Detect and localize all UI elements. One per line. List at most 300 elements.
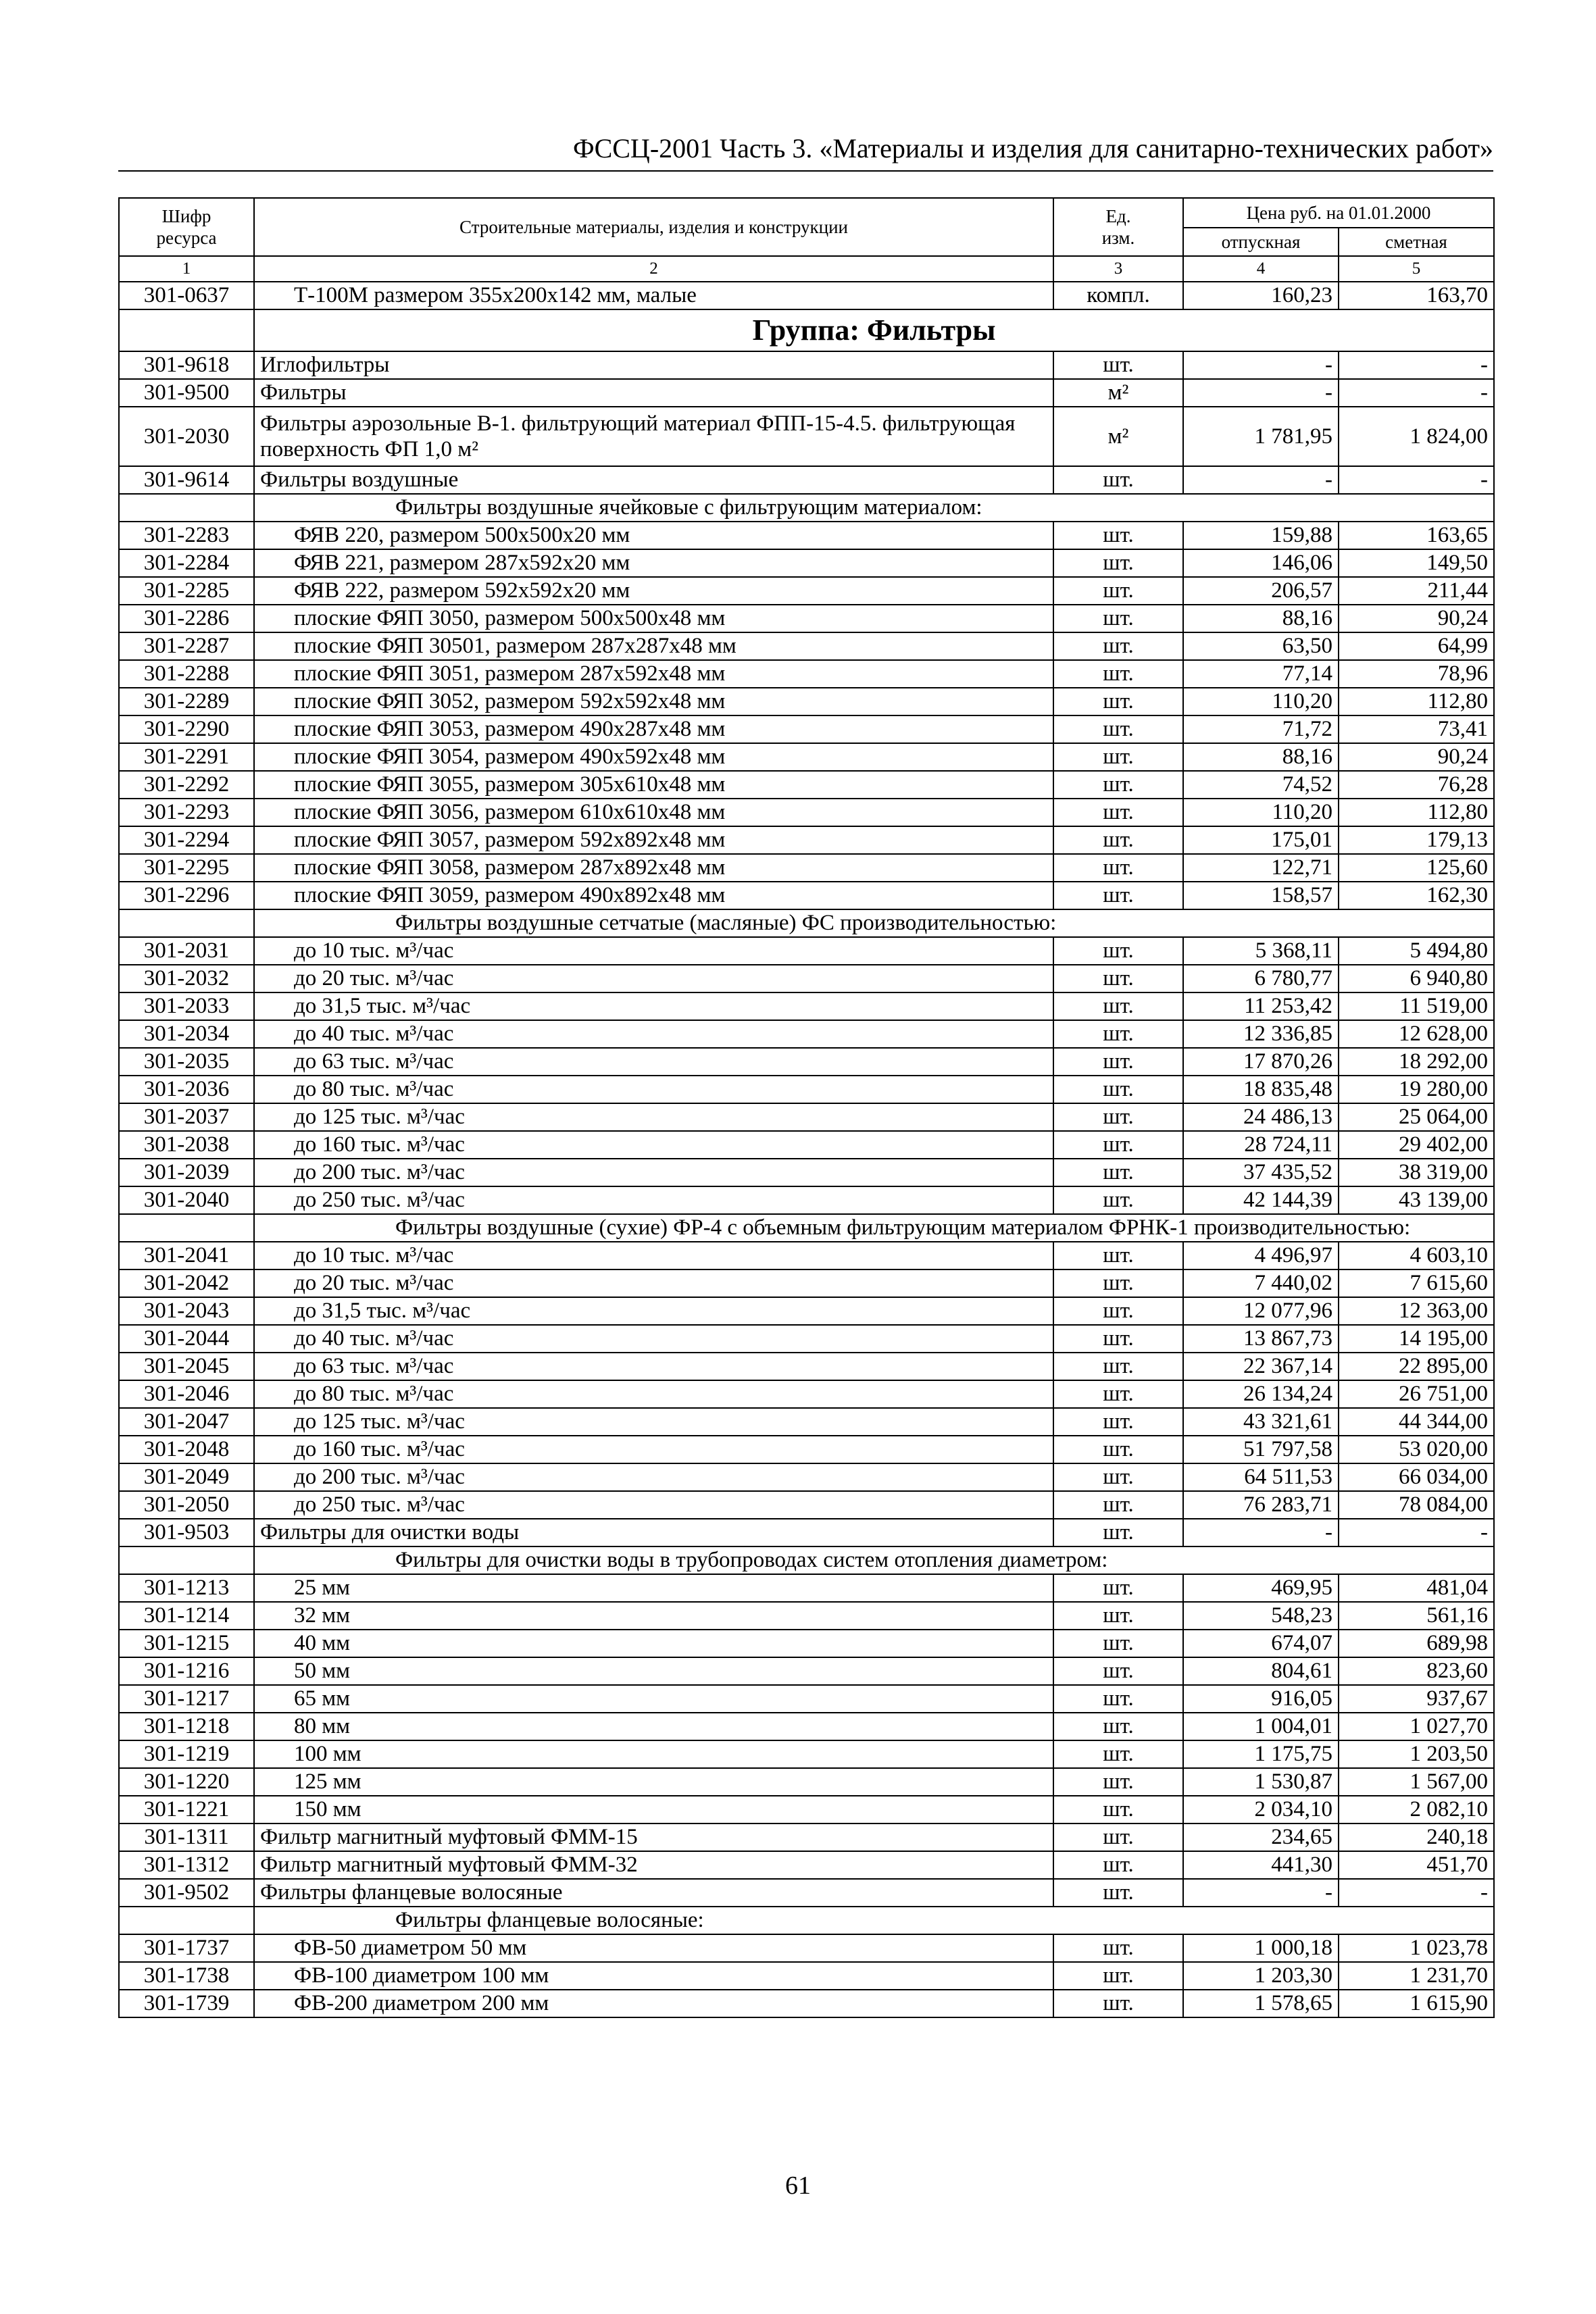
estimate-price-cell: 211,44: [1339, 577, 1494, 605]
unit-cell: шт.: [1053, 632, 1183, 660]
resource-code-cell: 301-2283: [119, 522, 254, 549]
resource-code-cell: 301-2043: [119, 1297, 254, 1325]
unit-cell: шт.: [1053, 1685, 1183, 1713]
column-header-estimate-price: сметная: [1339, 228, 1494, 256]
release-price-cell: 146,06: [1183, 549, 1339, 577]
estimate-price-cell: 78 084,00: [1339, 1491, 1494, 1519]
item-name-cell: 25 мм: [254, 1574, 1053, 1602]
release-price-cell: 1 781,95: [1183, 407, 1339, 466]
release-price-cell: -: [1183, 379, 1339, 407]
estimate-price-cell: -: [1339, 379, 1494, 407]
estimate-price-cell: -: [1339, 1879, 1494, 1907]
table-row: [119, 1325, 1494, 1353]
group-heading-row: [119, 309, 1494, 351]
item-name-cell: до 10 тыс. м³/час: [254, 1242, 1053, 1269]
resource-code-cell: 301-1216: [119, 1657, 254, 1685]
unit-cell: шт.: [1053, 799, 1183, 826]
table-row: [119, 1076, 1494, 1103]
table-row: [119, 1602, 1494, 1630]
release-price-cell: 22 367,14: [1183, 1353, 1339, 1380]
item-name-cell: 150 мм: [254, 1796, 1053, 1823]
unit-cell: шт.: [1053, 1242, 1183, 1269]
item-name-cell: плоские ФЯП 3055, размером 305х610х48 мм: [254, 771, 1053, 799]
table-row: [119, 522, 1494, 549]
resource-code-cell: 301-2047: [119, 1408, 254, 1436]
unit-cell: шт.: [1053, 1768, 1183, 1796]
release-price-cell: 6 780,77: [1183, 965, 1339, 992]
unit-cell: шт.: [1053, 1602, 1183, 1630]
resource-code-cell: 301-1219: [119, 1740, 254, 1768]
section-heading: Фильтры воздушные (сухие) ФР-4 с объемным фильтрующим материалом ФРНК-1 производительностью:: [254, 1214, 1494, 1242]
table-row: [119, 1823, 1494, 1851]
resource-code-cell: 301-2039: [119, 1159, 254, 1186]
resource-code-cell: 301-2296: [119, 882, 254, 909]
estimate-price-cell: 163,65: [1339, 522, 1494, 549]
item-name-cell: Фильтры для очистки воды: [254, 1519, 1053, 1546]
table-row: [119, 1879, 1494, 1907]
table-row: [119, 799, 1494, 826]
release-price-cell: -: [1183, 1879, 1339, 1907]
item-name-cell: до 160 тыс. м³/час: [254, 1131, 1053, 1159]
item-name-cell: плоские ФЯП 3059, размером 490х892х48 мм: [254, 882, 1053, 909]
release-price-cell: 206,57: [1183, 577, 1339, 605]
resource-code-cell: 301-2035: [119, 1048, 254, 1076]
release-price-cell: 24 486,13: [1183, 1103, 1339, 1131]
unit-cell: шт.: [1053, 1962, 1183, 1990]
table-row: [119, 1131, 1494, 1159]
unit-cell: шт.: [1053, 1048, 1183, 1076]
column-number: 3: [1053, 256, 1183, 282]
item-name-cell: до 20 тыс. м³/час: [254, 965, 1053, 992]
estimate-price-cell: 90,24: [1339, 743, 1494, 771]
unit-cell: шт.: [1053, 1436, 1183, 1463]
unit-cell: шт.: [1053, 1934, 1183, 1962]
table-row: [119, 1353, 1494, 1380]
section-heading-row: [119, 1214, 1494, 1242]
estimate-price-cell: 1 567,00: [1339, 1768, 1494, 1796]
table-row: [119, 882, 1494, 909]
release-price-cell: 674,07: [1183, 1630, 1339, 1657]
estimate-price-cell: 38 319,00: [1339, 1159, 1494, 1186]
table-row: [119, 660, 1494, 688]
unit-cell: шт.: [1053, 882, 1183, 909]
column-header-unit: [1053, 198, 1183, 256]
unit-cell: шт.: [1053, 1408, 1183, 1436]
item-name-cell: Фильтр магнитный муфтовый ФММ-15: [254, 1823, 1053, 1851]
column-header-code-line1: Шифр: [161, 206, 211, 226]
estimate-price-cell: 561,16: [1339, 1602, 1494, 1630]
section-heading: Фильтры фланцевые волосяные:: [254, 1907, 1494, 1934]
unit-cell: шт.: [1053, 1823, 1183, 1851]
table-row: [119, 1242, 1494, 1269]
item-name-cell: Фильтры аэрозольные В-1. фильтрующий материал ФПП-15-4.5. фильтрующая поверхность ФП 1,0 м²: [254, 407, 1053, 466]
resource-code-cell: 301-1213: [119, 1574, 254, 1602]
table-row: [119, 854, 1494, 882]
item-name-cell: до 80 тыс. м³/час: [254, 1380, 1053, 1408]
unit-cell: шт.: [1053, 522, 1183, 549]
table-row: [119, 1519, 1494, 1546]
table-row: [119, 1463, 1494, 1491]
estimate-price-cell: 26 751,00: [1339, 1380, 1494, 1408]
item-name-cell: до 31,5 тыс. м³/час: [254, 992, 1053, 1020]
estimate-price-cell: -: [1339, 466, 1494, 494]
release-price-cell: 64 511,53: [1183, 1463, 1339, 1491]
table-body: [119, 282, 1494, 2017]
release-price-cell: 110,20: [1183, 799, 1339, 826]
empty-code-cell: [119, 1546, 254, 1574]
resource-code-cell: 301-1311: [119, 1823, 254, 1851]
table-row: [119, 1491, 1494, 1519]
item-name-cell: до 125 тыс. м³/час: [254, 1103, 1053, 1131]
page-number: 61: [785, 2171, 811, 2200]
estimate-price-cell: 1 824,00: [1339, 407, 1494, 466]
estimate-price-cell: 14 195,00: [1339, 1325, 1494, 1353]
unit-cell: шт.: [1053, 1713, 1183, 1740]
item-name-cell: ФЯВ 222, размером 592х592х20 мм: [254, 577, 1053, 605]
release-price-cell: 1 203,30: [1183, 1962, 1339, 1990]
item-name-cell: плоские ФЯП 3056, размером 610х610х48 мм: [254, 799, 1053, 826]
estimate-price-cell: 12 628,00: [1339, 1020, 1494, 1048]
resource-code-cell: 301-1738: [119, 1962, 254, 1990]
resource-code-cell: 301-1220: [119, 1768, 254, 1796]
resource-code-cell: 301-2048: [119, 1436, 254, 1463]
unit-cell: шт.: [1053, 1491, 1183, 1519]
resource-code-cell: 301-2040: [119, 1186, 254, 1214]
table-row: [119, 1934, 1494, 1962]
resource-code-cell: 301-2295: [119, 854, 254, 882]
item-name-cell: ФЯВ 220, размером 500х500х20 мм: [254, 522, 1053, 549]
table-row: [119, 1020, 1494, 1048]
resource-code-cell: 301-1739: [119, 1990, 254, 2017]
table-row: [119, 1408, 1494, 1436]
unit-cell: шт.: [1053, 715, 1183, 743]
estimate-price-cell: 18 292,00: [1339, 1048, 1494, 1076]
release-price-cell: 175,01: [1183, 826, 1339, 854]
item-name-cell: плоские ФЯП 3054, размером 490х592х48 мм: [254, 743, 1053, 771]
estimate-price-cell: 25 064,00: [1339, 1103, 1494, 1131]
item-name-cell: до 31,5 тыс. м³/час: [254, 1297, 1053, 1325]
item-name-cell: до 63 тыс. м³/час: [254, 1353, 1053, 1380]
empty-code-cell: [119, 1214, 254, 1242]
table-row: [119, 1186, 1494, 1214]
table-row: [119, 1962, 1494, 1990]
release-price-cell: 1 175,75: [1183, 1740, 1339, 1768]
table-row: [119, 577, 1494, 605]
column-header-release-price: отпускная: [1183, 228, 1339, 256]
table-row: [119, 1103, 1494, 1131]
unit-cell: шт.: [1053, 965, 1183, 992]
table-row: [119, 632, 1494, 660]
release-price-cell: 4 496,97: [1183, 1242, 1339, 1269]
unit-cell: шт.: [1053, 1879, 1183, 1907]
resource-code-cell: 301-2290: [119, 715, 254, 743]
empty-code-cell: [119, 309, 254, 351]
estimate-price-cell: 12 363,00: [1339, 1297, 1494, 1325]
unit-cell: шт.: [1053, 1463, 1183, 1491]
table-row: [119, 715, 1494, 743]
item-name-cell: 65 мм: [254, 1685, 1053, 1713]
item-name-cell: Фильтры воздушные: [254, 466, 1053, 494]
section-heading-row: [119, 1907, 1494, 1934]
release-price-cell: 548,23: [1183, 1602, 1339, 1630]
resource-code-cell: 301-2033: [119, 992, 254, 1020]
unit-cell: шт.: [1053, 1076, 1183, 1103]
item-name-cell: до 63 тыс. м³/час: [254, 1048, 1053, 1076]
estimate-price-cell: 7 615,60: [1339, 1269, 1494, 1297]
table-row: [119, 771, 1494, 799]
estimate-price-cell: 112,80: [1339, 799, 1494, 826]
item-name-cell: Иглофильтры: [254, 351, 1053, 379]
estimate-price-cell: 4 603,10: [1339, 1242, 1494, 1269]
estimate-price-cell: 73,41: [1339, 715, 1494, 743]
table-row: [119, 1380, 1494, 1408]
unit-cell: шт.: [1053, 577, 1183, 605]
table-row: [119, 1990, 1494, 2017]
unit-cell: шт.: [1053, 743, 1183, 771]
release-price-cell: 804,61: [1183, 1657, 1339, 1685]
release-price-cell: 43 321,61: [1183, 1408, 1339, 1436]
estimate-price-cell: 481,04: [1339, 1574, 1494, 1602]
item-name-cell: до 250 тыс. м³/час: [254, 1491, 1053, 1519]
table-row: [119, 1297, 1494, 1325]
item-name-cell: плоские ФЯП 3052, размером 592х592х48 мм: [254, 688, 1053, 715]
item-name-cell: плоские ФЯП 3058, размером 287х892х48 мм: [254, 854, 1053, 882]
resource-code-cell: 301-1218: [119, 1713, 254, 1740]
release-price-cell: 159,88: [1183, 522, 1339, 549]
estimate-price-cell: 22 895,00: [1339, 1353, 1494, 1380]
item-name-cell: плоские ФЯП 3050, размером 500х500х48 мм: [254, 605, 1053, 632]
release-price-cell: 441,30: [1183, 1851, 1339, 1879]
column-header-name: Строительные материалы, изделия и конструкции: [254, 198, 1053, 256]
resource-code-cell: 301-9503: [119, 1519, 254, 1546]
document-header: ФССЦ-2001 Часть 3. «Материалы и изделия для санитарно-технических работ»: [572, 133, 1493, 164]
estimate-price-cell: 90,24: [1339, 605, 1494, 632]
resource-code-cell: 301-2050: [119, 1491, 254, 1519]
item-name-cell: до 200 тыс. м³/час: [254, 1159, 1053, 1186]
unit-cell: шт.: [1053, 1297, 1183, 1325]
column-header-code-line2: ресурса: [156, 228, 217, 248]
item-name-cell: Фильтры: [254, 379, 1053, 407]
unit-cell: шт.: [1053, 1269, 1183, 1297]
table-row: [119, 1740, 1494, 1768]
resource-code-cell: 301-9500: [119, 379, 254, 407]
release-price-cell: 26 134,24: [1183, 1380, 1339, 1408]
estimate-price-cell: 1 027,70: [1339, 1713, 1494, 1740]
column-header-code: [119, 198, 254, 256]
estimate-price-cell: 937,67: [1339, 1685, 1494, 1713]
estimate-price-cell: 689,98: [1339, 1630, 1494, 1657]
item-name-cell: Фильтры фланцевые волосяные: [254, 1879, 1053, 1907]
item-name-cell: до 250 тыс. м³/час: [254, 1186, 1053, 1214]
section-heading-row: [119, 494, 1494, 522]
column-number: 5: [1339, 256, 1494, 282]
column-header-price-group: Цена руб. на 01.01.2000: [1183, 198, 1494, 228]
estimate-price-cell: 44 344,00: [1339, 1408, 1494, 1436]
resource-code-cell: 301-2037: [119, 1103, 254, 1131]
column-number: 1: [119, 256, 254, 282]
resource-code-cell: 301-2285: [119, 577, 254, 605]
unit-cell: шт.: [1053, 1990, 1183, 2017]
unit-cell: шт.: [1053, 771, 1183, 799]
section-heading: Фильтры воздушные ячейковые с фильтрующим материалом:: [254, 494, 1494, 522]
estimate-price-cell: 2 082,10: [1339, 1796, 1494, 1823]
resource-code-cell: 301-2030: [119, 407, 254, 466]
table-row: [119, 1657, 1494, 1685]
release-price-cell: 88,16: [1183, 605, 1339, 632]
table-row: [119, 1768, 1494, 1796]
column-number: 4: [1183, 256, 1339, 282]
empty-code-cell: [119, 1907, 254, 1934]
release-price-cell: -: [1183, 351, 1339, 379]
resource-code-cell: 301-1215: [119, 1630, 254, 1657]
release-price-cell: 13 867,73: [1183, 1325, 1339, 1353]
empty-code-cell: [119, 909, 254, 937]
table-row: [119, 1851, 1494, 1879]
item-name-cell: 100 мм: [254, 1740, 1053, 1768]
section-heading-row: [119, 1546, 1494, 1574]
table-row: [119, 688, 1494, 715]
item-name-cell: плоские ФЯП 3053, размером 490х287х48 мм: [254, 715, 1053, 743]
release-price-cell: 17 870,26: [1183, 1048, 1339, 1076]
table-row: [119, 826, 1494, 854]
table-row: [119, 549, 1494, 577]
estimate-price-cell: 1 615,90: [1339, 1990, 1494, 2017]
table-row: [119, 743, 1494, 771]
release-price-cell: 160,23: [1183, 282, 1339, 309]
header-rule: [118, 170, 1493, 172]
table-row: [119, 282, 1494, 309]
item-name-cell: плоские ФЯП 30501, размером 287х287х48 мм: [254, 632, 1053, 660]
table-row: [119, 1048, 1494, 1076]
estimate-price-cell: -: [1339, 1519, 1494, 1546]
item-name-cell: до 20 тыс. м³/час: [254, 1269, 1053, 1297]
resource-code-cell: 301-9502: [119, 1879, 254, 1907]
unit-cell: компл.: [1053, 282, 1183, 309]
unit-cell: шт.: [1053, 1380, 1183, 1408]
release-price-cell: 110,20: [1183, 688, 1339, 715]
estimate-price-cell: 19 280,00: [1339, 1076, 1494, 1103]
resource-code-cell: 301-2049: [119, 1463, 254, 1491]
estimate-price-cell: 162,30: [1339, 882, 1494, 909]
release-price-cell: 71,72: [1183, 715, 1339, 743]
resource-code-cell: 301-2046: [119, 1380, 254, 1408]
unit-cell: м²: [1053, 379, 1183, 407]
item-name-cell: плоские ФЯП 3051, размером 287х592х48 мм: [254, 660, 1053, 688]
release-price-cell: 63,50: [1183, 632, 1339, 660]
resource-code-cell: 301-2287: [119, 632, 254, 660]
table-row: [119, 466, 1494, 494]
estimate-price-cell: 112,80: [1339, 688, 1494, 715]
unit-cell: шт.: [1053, 1519, 1183, 1546]
estimate-price-cell: 1 023,78: [1339, 1934, 1494, 1962]
unit-cell: шт.: [1053, 1131, 1183, 1159]
group-heading: Группа: Фильтры: [254, 309, 1494, 351]
item-name-cell: Т-100М размером 355х200х142 мм, малые: [254, 282, 1053, 309]
release-price-cell: 1 004,01: [1183, 1713, 1339, 1740]
price-table: [118, 197, 1495, 2018]
resource-code-cell: 301-2288: [119, 660, 254, 688]
item-name-cell: ФВ-200 диаметром 200 мм: [254, 1990, 1053, 2017]
release-price-cell: 1 530,87: [1183, 1768, 1339, 1796]
unit-cell: шт.: [1053, 937, 1183, 965]
estimate-price-cell: 53 020,00: [1339, 1436, 1494, 1463]
unit-cell: шт.: [1053, 992, 1183, 1020]
resource-code-cell: 301-2044: [119, 1325, 254, 1353]
unit-cell: м²: [1053, 407, 1183, 466]
resource-code-cell: 301-1221: [119, 1796, 254, 1823]
release-price-cell: 234,65: [1183, 1823, 1339, 1851]
table-row: [119, 1630, 1494, 1657]
estimate-price-cell: 823,60: [1339, 1657, 1494, 1685]
column-header-unit-line1: Ед.: [1105, 206, 1131, 226]
unit-cell: шт.: [1053, 1353, 1183, 1380]
estimate-price-cell: 64,99: [1339, 632, 1494, 660]
release-price-cell: -: [1183, 1519, 1339, 1546]
column-number: 2: [254, 256, 1053, 282]
item-name-cell: 32 мм: [254, 1602, 1053, 1630]
table-row: [119, 1269, 1494, 1297]
unit-cell: шт.: [1053, 1574, 1183, 1602]
estimate-price-cell: 5 494,80: [1339, 937, 1494, 965]
release-price-cell: 12 336,85: [1183, 1020, 1339, 1048]
item-name-cell: до 40 тыс. м³/час: [254, 1325, 1053, 1353]
estimate-price-cell: 240,18: [1339, 1823, 1494, 1851]
estimate-price-cell: 76,28: [1339, 771, 1494, 799]
release-price-cell: 469,95: [1183, 1574, 1339, 1602]
estimate-price-cell: 29 402,00: [1339, 1131, 1494, 1159]
empty-code-cell: [119, 494, 254, 522]
estimate-price-cell: 179,13: [1339, 826, 1494, 854]
resource-code-cell: 301-2038: [119, 1131, 254, 1159]
section-heading: Фильтры воздушные сетчатые (масляные) ФС производительностью:: [254, 909, 1494, 937]
resource-code-cell: 301-2286: [119, 605, 254, 632]
release-price-cell: 12 077,96: [1183, 1297, 1339, 1325]
table-row: [119, 407, 1494, 466]
estimate-price-cell: -: [1339, 351, 1494, 379]
unit-cell: шт.: [1053, 1657, 1183, 1685]
resource-code-cell: 301-2291: [119, 743, 254, 771]
release-price-cell: 74,52: [1183, 771, 1339, 799]
release-price-cell: 76 283,71: [1183, 1491, 1339, 1519]
table-row: [119, 1713, 1494, 1740]
resource-code-cell: 301-2289: [119, 688, 254, 715]
unit-cell: шт.: [1053, 854, 1183, 882]
item-name-cell: Фильтр магнитный муфтовый ФММ-32: [254, 1851, 1053, 1879]
unit-cell: шт.: [1053, 826, 1183, 854]
release-price-cell: 42 144,39: [1183, 1186, 1339, 1214]
section-heading: Фильтры для очистки воды в трубопроводах систем отопления диаметром:: [254, 1546, 1494, 1574]
estimate-price-cell: 66 034,00: [1339, 1463, 1494, 1491]
item-name-cell: до 80 тыс. м³/час: [254, 1076, 1053, 1103]
release-price-cell: 1 578,65: [1183, 1990, 1339, 2017]
unit-cell: шт.: [1053, 605, 1183, 632]
item-name-cell: ФВ-50 диаметром 50 мм: [254, 1934, 1053, 1962]
release-price-cell: 7 440,02: [1183, 1269, 1339, 1297]
resource-code-cell: 301-2032: [119, 965, 254, 992]
column-header-unit-line2: изм.: [1101, 228, 1135, 248]
resource-code-cell: 301-9618: [119, 351, 254, 379]
unit-cell: шт.: [1053, 1020, 1183, 1048]
release-price-cell: 28 724,11: [1183, 1131, 1339, 1159]
unit-cell: шт.: [1053, 660, 1183, 688]
resource-code-cell: 301-1214: [119, 1602, 254, 1630]
unit-cell: шт.: [1053, 466, 1183, 494]
unit-cell: шт.: [1053, 1851, 1183, 1879]
estimate-price-cell: 125,60: [1339, 854, 1494, 882]
resource-code-cell: 301-1217: [119, 1685, 254, 1713]
item-name-cell: до 200 тыс. м³/час: [254, 1463, 1053, 1491]
item-name-cell: ФВ-100 диаметром 100 мм: [254, 1962, 1053, 1990]
